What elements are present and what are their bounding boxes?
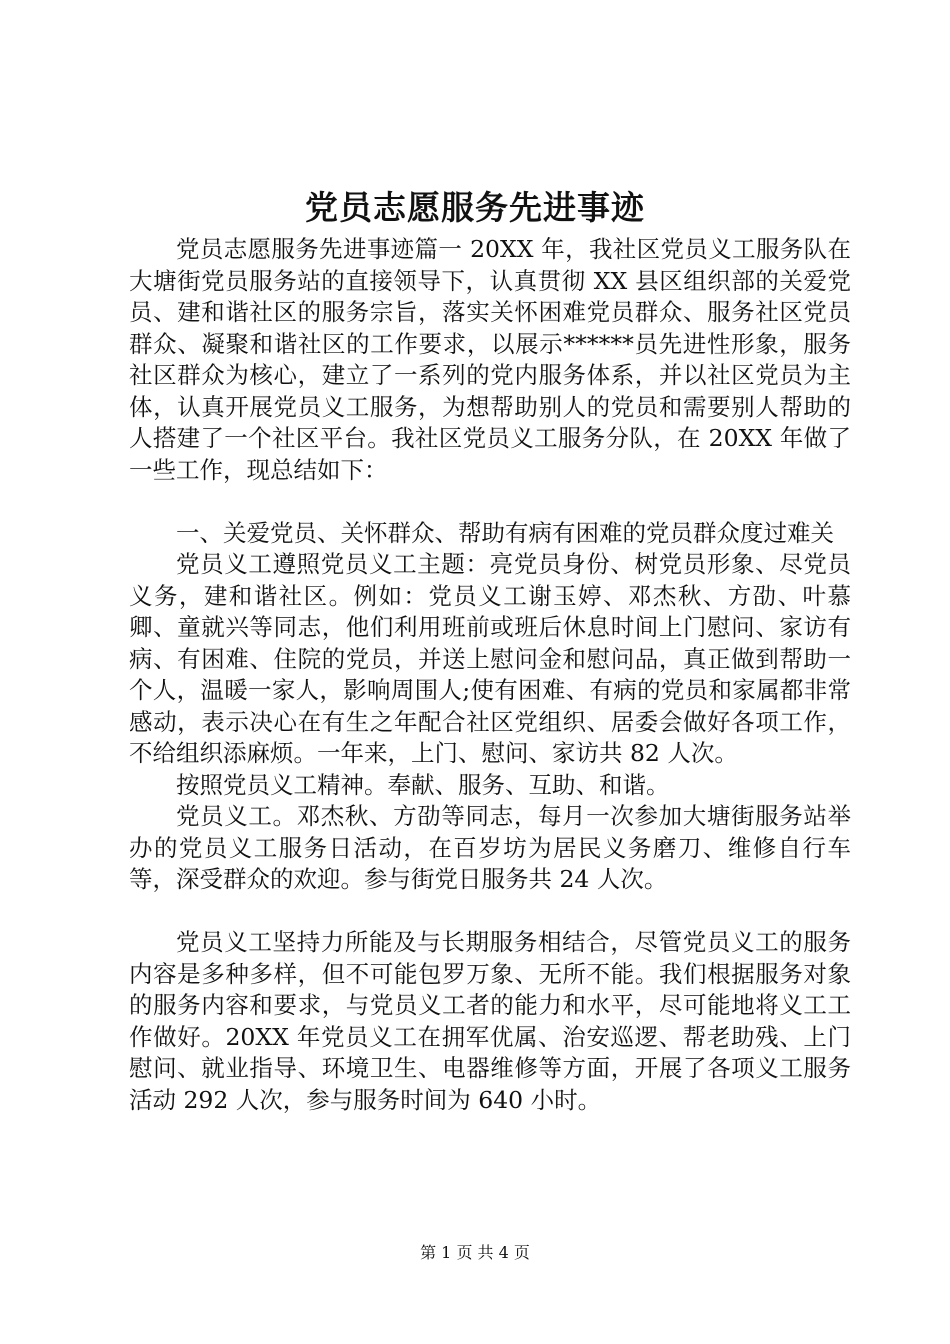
paragraph-intro: 党员志愿服务先进事迹篇一 20XX 年，我社区党员义工服务队在大塘街党员服务站的直接领导下，认真贯彻 XX 县区组织部的关爱党员、建和谐社区的服务宗旨，落实关怀困难党员群众、服务社区党员群众、凝聚和谐社区的工作要求，以展示******员先进性形象，服务社区群众为核心，建立了一系列的党内服务体系，并以社区党员为主体，认真开展党员义工服务，为想帮助别人的党员和需要别人帮助的人搭建了一个社区平台。我社区党员义工服务分队，在 20XX 年做了一些工作，现总结如下：	[129, 235, 851, 484]
paragraph-service-day: 党员义工。邓杰秋、方劭等同志，每月一次参加大塘街服务站举办的党员义工服务日活动，在百岁坊为居民义务磨刀、维修自行车等，深受群众的欢迎。参与街党日服务共 24 人次。	[129, 802, 851, 893]
section-heading: 一、关爱党员、关怀群众、帮助有病有困难的党员群众度过难关	[176, 518, 834, 547]
paragraph-spirit: 按照党员义工精神。奉献、服务、互助、和谐。	[176, 770, 670, 799]
paragraph-summary: 党员义工坚持力所能及与长期服务相结合，尽管党员义工的服务内容是多种多样，但不可能包罗万象、无所不能。我们根据服务对象的服务内容和要求，与党员义工者的能力和水平，尽可能地将义工工作做好。20XX 年党员义工在拥军优属、治安巡逻、帮老助残、上门慰问、就业指导、环境卫生、电器维修等方面，开展了各项义工服务活动 292 人次，参与服务时间为 640 小时。	[129, 928, 851, 1114]
document-body	[129, 234, 851, 1116]
paragraph-visits: 党员义工遵照党员义工主题：亮党员身份、树党员形象、尽党员义务，建和谐社区。例如：党员义工谢玉婷、邓杰秋、方劭、叶慕卿、童就兴等同志，他们利用班前或班后休息时间上门慰问、家访有病、有困难、住院的党员，并送上慰问金和慰问品，真正做到帮助一个人，温暖一家人，影响周围人;使有困难、有病的党员和家属都非常感动，表示决心在有生之年配合社区党组织、居委会做好各项工作，不给组织添麻烦。一年来，上门、慰问、家访共 82 人次。	[129, 550, 851, 767]
paragraph-spacer	[129, 486, 851, 518]
document-title: 党员志愿服务先进事迹	[305, 188, 645, 227]
page-footer: 第 1 页 共 4 页	[420, 1243, 530, 1262]
paragraph-spacer	[129, 896, 851, 928]
